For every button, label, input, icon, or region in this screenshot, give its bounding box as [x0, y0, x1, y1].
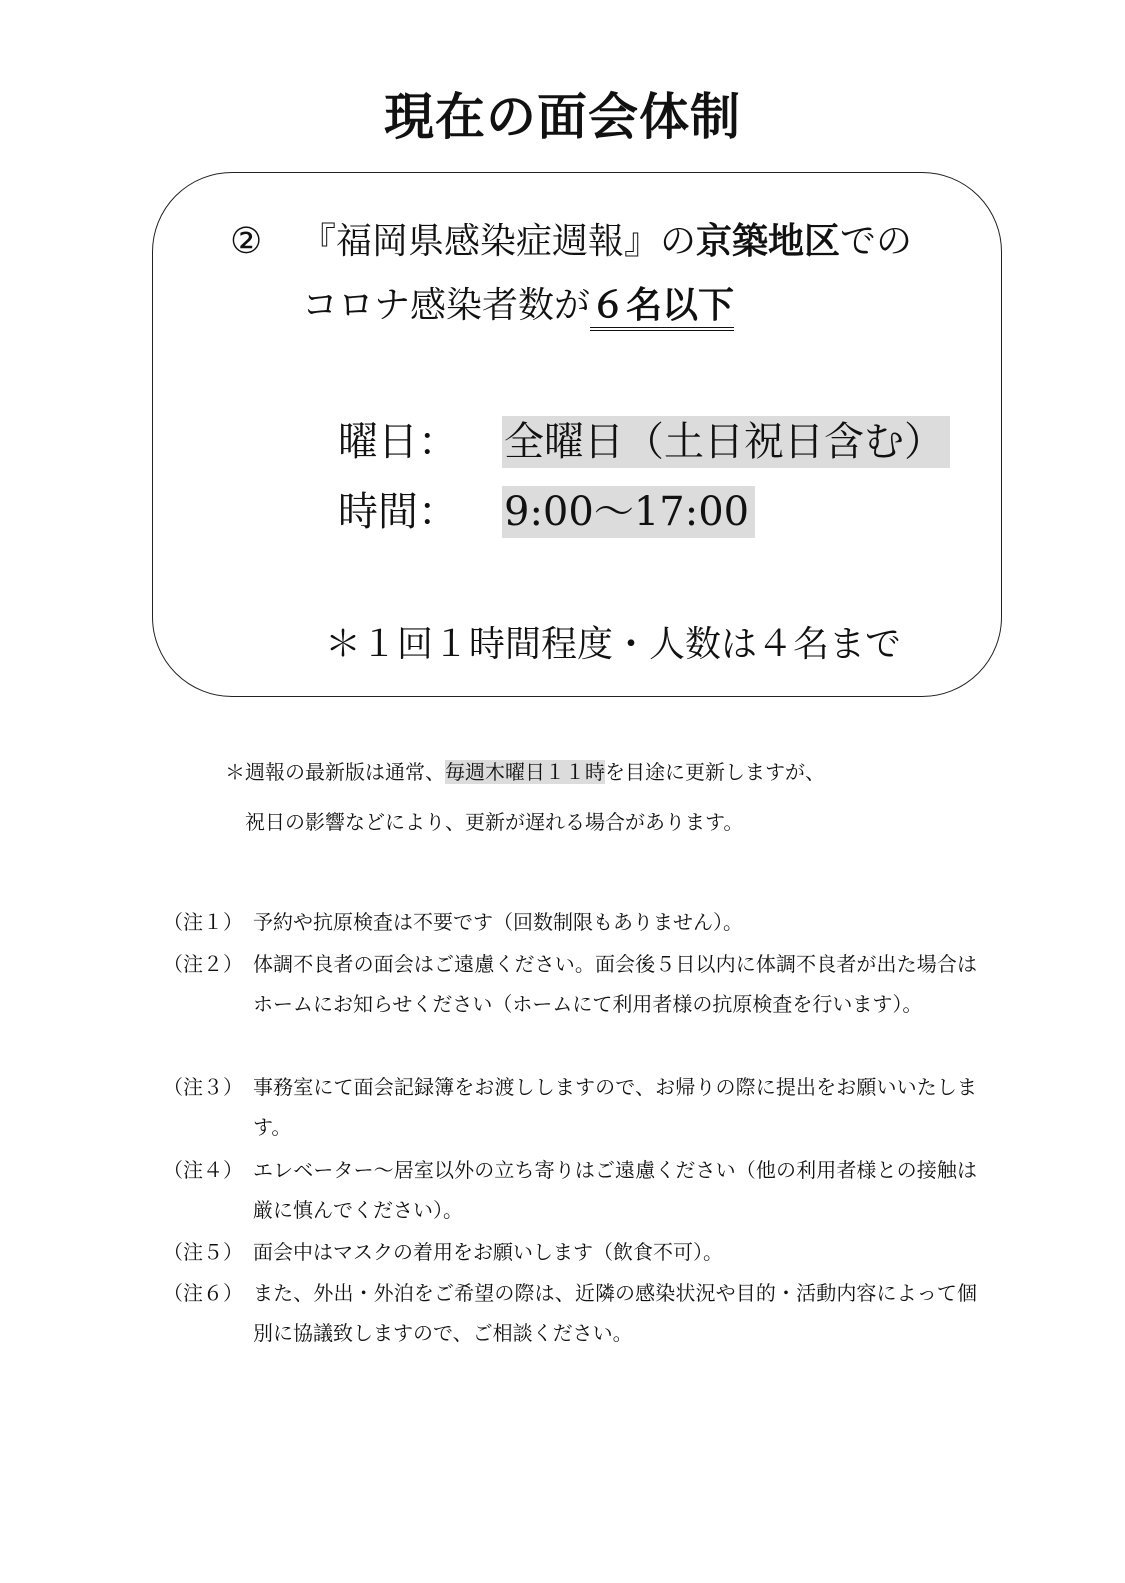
update-note-prefix: ＊週報の最新版は通常、	[225, 760, 445, 784]
note-item	[163, 902, 993, 942]
update-note-line-1	[225, 757, 825, 787]
page-title: 現在の面会体制	[384, 88, 741, 146]
note-item	[163, 1067, 993, 1147]
note-text: 事務室にて面会記録簿をお渡ししますので、お帰りの際に提出をお願いいたします。	[253, 1075, 977, 1139]
note-item	[163, 1150, 993, 1230]
note-text: 予約や抗原検査は不要です（回数制限もありません）。	[253, 910, 743, 934]
note-item	[163, 1232, 993, 1272]
note-text: また、外出・外泊をご希望の際は、近隣の感染状況や目的・活動内容によって個別に協議致しますので、ご相談ください。	[253, 1281, 977, 1345]
update-schedule-highlight: 毎週木曜日１１時	[445, 760, 605, 784]
visit-limit-note: ＊１回１時間程度・人数は４名まで	[325, 624, 902, 665]
time-label: 時間：	[338, 489, 458, 535]
note-item	[163, 944, 993, 1024]
note-tag: （注６）	[163, 1281, 243, 1305]
note-tag: （注３）	[163, 1075, 243, 1099]
note-item	[163, 1273, 993, 1353]
note-tag: （注５）	[163, 1240, 243, 1264]
note-tag: （注２）	[163, 952, 243, 976]
time-value: 9:00〜17:00	[502, 486, 755, 538]
condition-line-2	[302, 278, 734, 333]
condition-number: ②	[230, 221, 263, 262]
note-tag: （注４）	[163, 1158, 243, 1182]
note-text: エレベーター〜居室以外の立ち寄りはご遠慮ください（他の利用者様との接触は厳に慎んでください）。	[253, 1158, 977, 1222]
update-note-suffix: を目途に更新しますが、	[605, 760, 825, 784]
update-note-line-2: 祝日の影響などにより、更新が遅れる場合があります。	[245, 810, 744, 834]
condition-suffix: での	[840, 221, 913, 262]
condition-metric: コロナ感染者数が	[302, 285, 591, 326]
days-label: 曜日：	[338, 419, 458, 465]
note-text: 体調不良者の面会はご遠慮ください。面会後５日以内に体調不良者が出た場合はホームにお知らせください（ホームにて利用者様の抗原検査を行います）。	[253, 952, 977, 1016]
note-text: 面会中はマスクの着用をお願いします（飲食不可）。	[253, 1240, 723, 1264]
condition-region: 京築地区	[696, 220, 841, 262]
condition-source: 『福岡県感染症週報』の	[300, 221, 697, 262]
note-tag: （注１）	[163, 910, 243, 934]
days-value: 全曜日（土日祝日含む）	[502, 416, 950, 468]
condition-line-1	[230, 214, 912, 269]
condition-threshold: ６名以下	[590, 284, 734, 331]
